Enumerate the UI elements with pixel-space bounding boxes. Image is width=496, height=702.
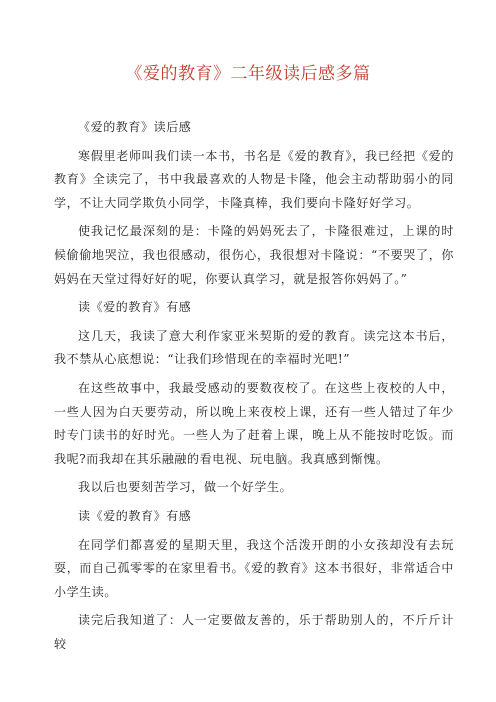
paragraph: 寒假里老师叫我们读一本书，书名是《爱的教育》，我已经把《爱的教育》全读完了，书中我最喜欢的人物是卡隆，他会主动帮助弱小的同学，不让大同学欺负小同学，卡隆真棒，我们要向卡隆好好学习。 bbox=[54, 148, 454, 210]
document-body bbox=[54, 116, 454, 661]
paragraph: 在同学们都喜爱的星期天里，我这个活泼开朗的小女孩却没有去玩耍，而自己孤零零的在家里看书。《爱的教育》这本书很好，非常适合中小学生读。 bbox=[54, 537, 454, 599]
paragraph-heading: 《爱的教育》读后感 bbox=[78, 120, 192, 134]
paragraph: 读完后我知道了：人一定要做友善的，乐于帮助别人的，不斤斤计较 bbox=[54, 613, 454, 651]
paragraph-heading: 读《爱的教育》有感 bbox=[78, 508, 192, 523]
paragraph-heading: 读《爱的教育》有感 bbox=[78, 300, 192, 315]
paragraph: 我以后也要刻苦学习，做一个好学生。 bbox=[78, 480, 293, 495]
document-title: 《爱的教育》二年级读后感多篇 bbox=[125, 64, 371, 84]
paragraph: 在这些故事中，我最受感动的要数夜校了。在这些上夜校的人中，一些人因为白天要劳动，所以晚上来夜校上课，还有一些人错过了年少时专门读书的好时光。一些人为了赶着上课，晚上从不能按时吃饭。而我呢?而我却在其乐融融的看电视、玩电脑。我真感到惭愧。 bbox=[54, 380, 454, 466]
paragraph: 这几天，我读了意大利作家亚米契斯的爱的教育。读完这本书后，我不禁从心底想说：“让我们珍惜现在的幸福时光吧!” bbox=[54, 328, 454, 367]
paragraph: 使我记忆最深刻的是：卡隆的妈妈死去了，卡隆很难过，上课的时候偷偷地哭泣，我也很感动，很伤心，我很想对卡隆说：“不要哭了，你妈妈在天堂过得好好的呢，你要认真学习，就是报答你妈妈了。” bbox=[54, 224, 454, 286]
